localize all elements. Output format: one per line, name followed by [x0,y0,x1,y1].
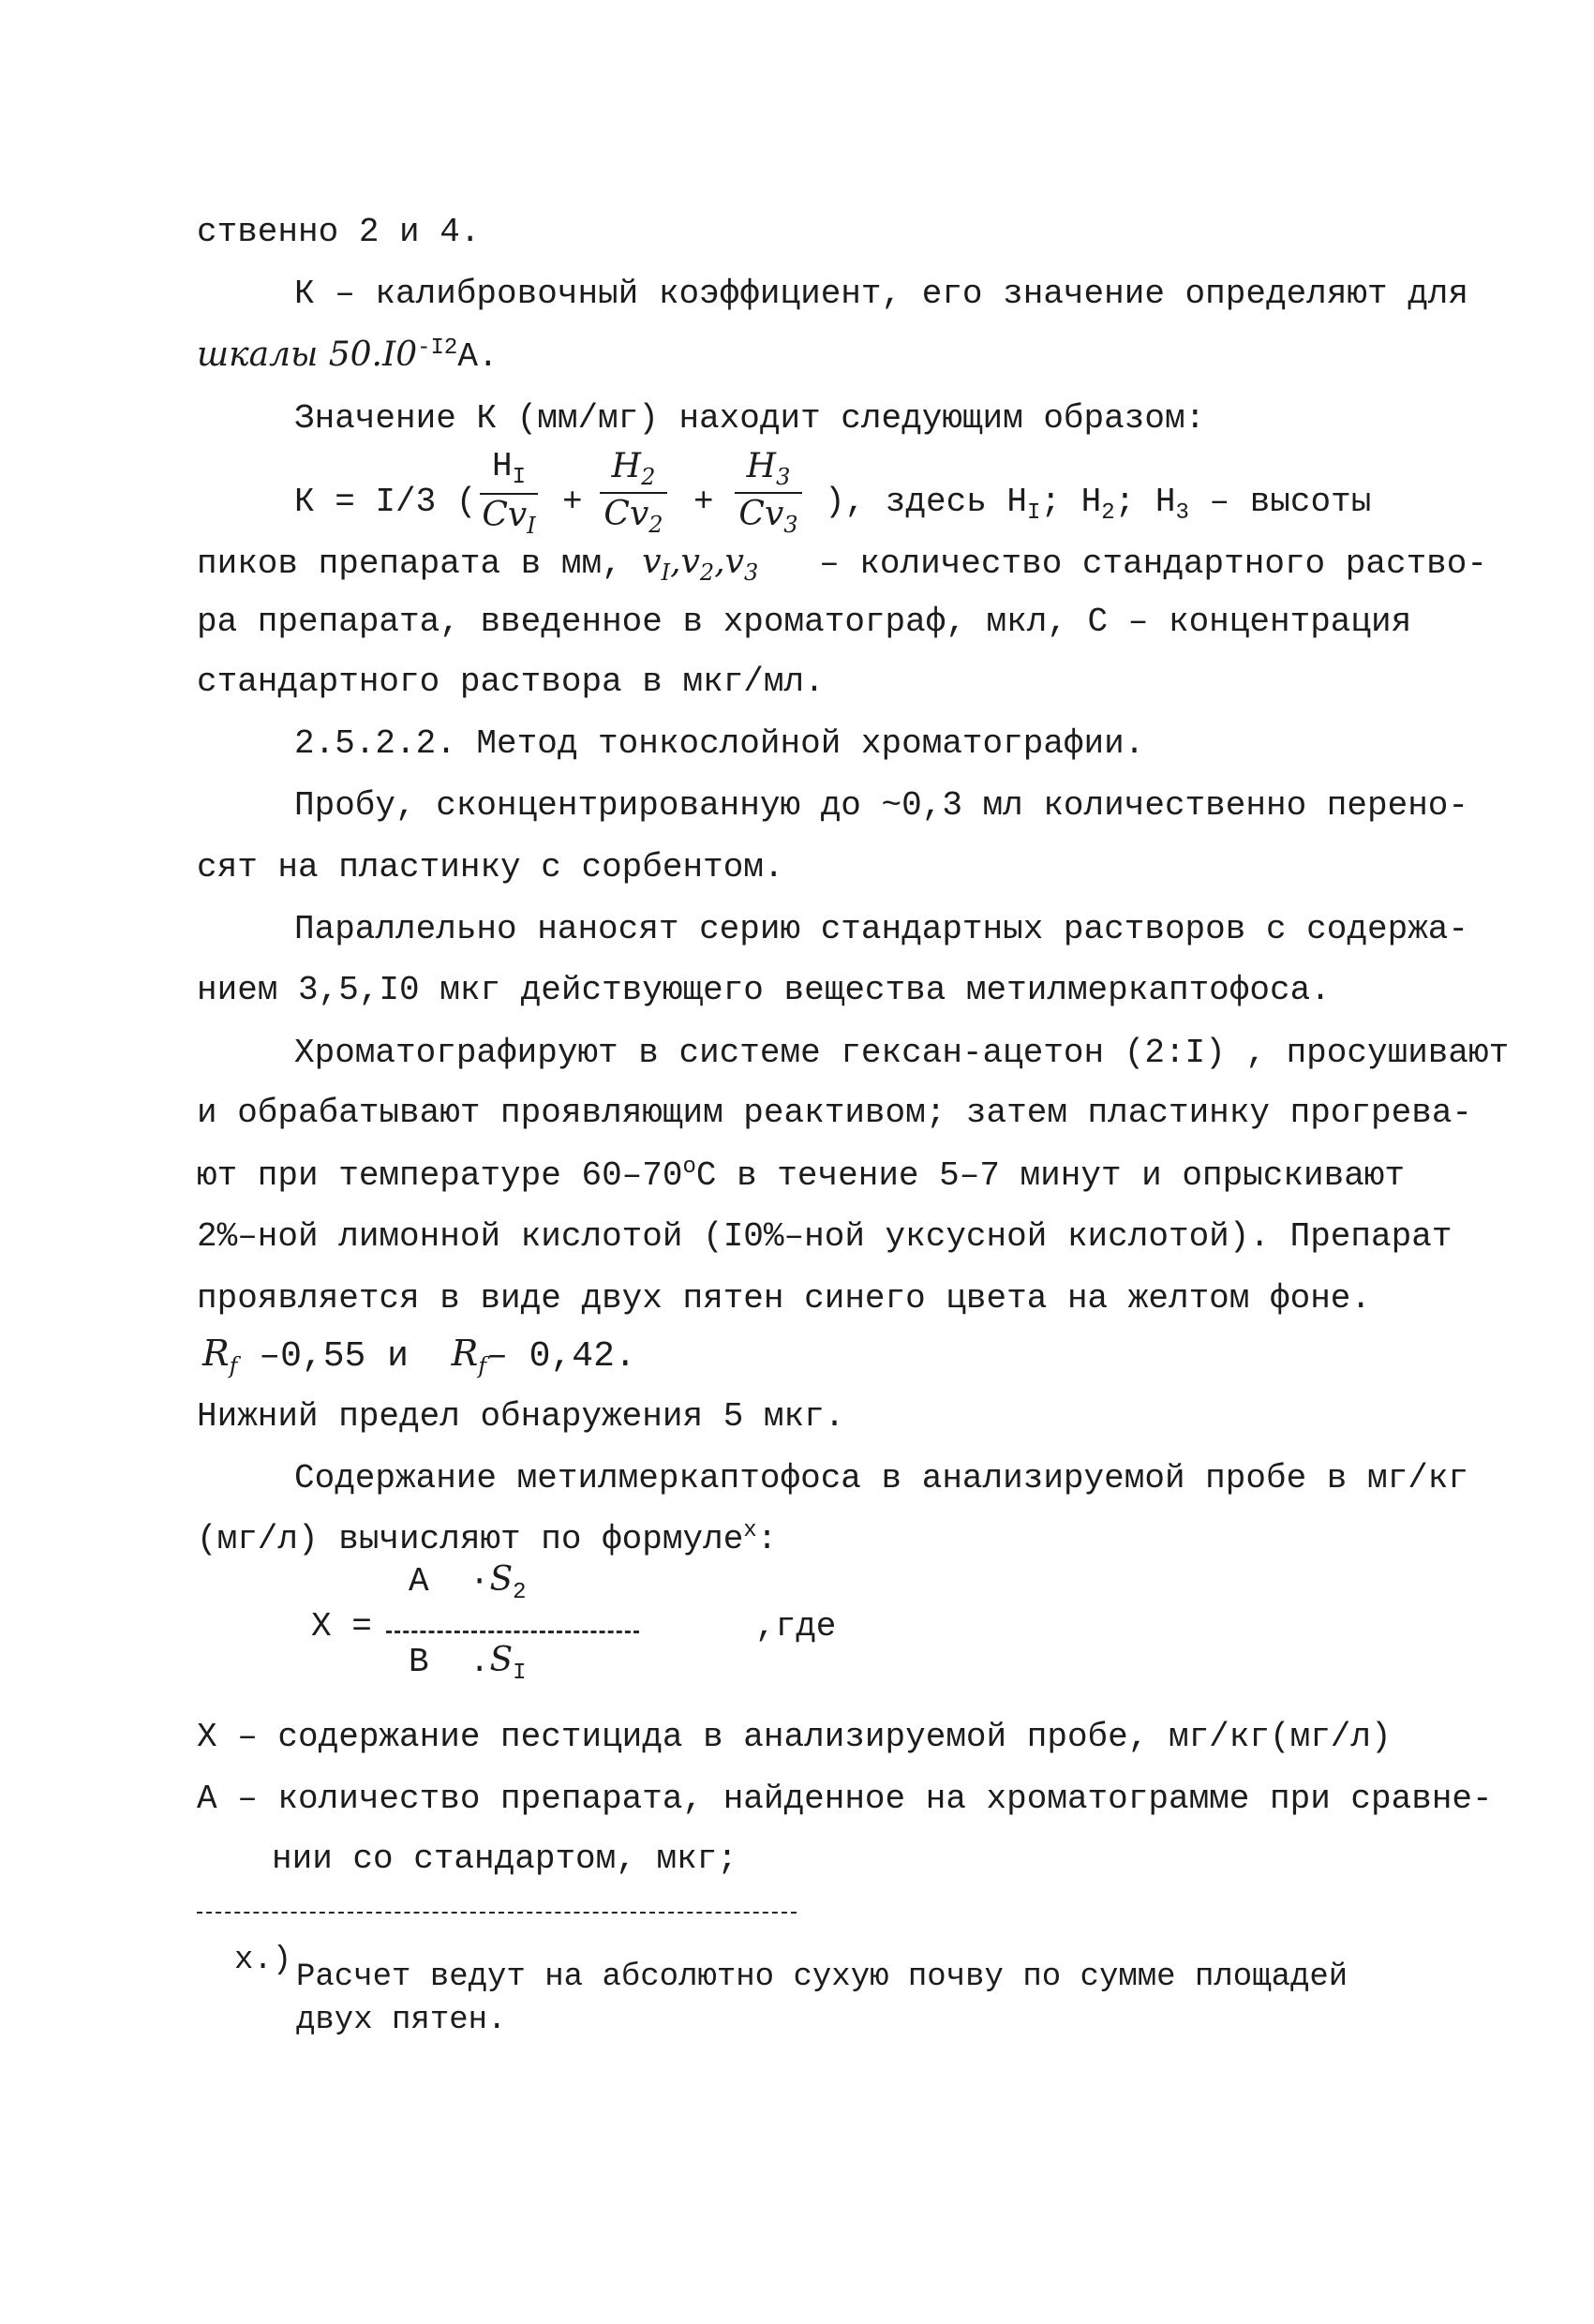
text-line: Содержание метилмеркаптофоса в анализируемой пробе в мг/кг [294,1459,1469,1497]
text-line: проявляется в виде двух пятен синего цвета на желтом фоне. [197,1279,1372,1318]
x-formula-lhs: Х = [311,1607,372,1646]
text-line: Х – содержание пестицида в анализируемой пробе, мг/кг(мг/л) [197,1718,1392,1756]
fraction-den: $Cv_I$ [482,495,536,539]
text-span: шкалы 50.I0 [197,335,418,374]
text-line: 2%–ной лимонной кислотой (I0%–ной уксусной кислотой). Препарат [197,1217,1452,1256]
text-line: К – калибровочный коэффициент, его значение определяют для [294,275,1469,313]
fraction-bar [480,493,538,495]
fraction-den: $Cv_2$ [603,494,663,538]
fraction-bar [735,492,802,494]
volume-symbols: $v_I,v_2,v_3$ [642,543,759,587]
fraction-num: $H_2$ [611,447,656,491]
text-span: А. [457,337,499,376]
fraction-bar [600,492,667,494]
text-line: Нижний предел обнаружения 5 мкг. [197,1397,845,1436]
fraction-bar [386,1631,639,1633]
text-line: пиков препарата в мм, $v_I,v_2,v_3$ – количество стандартного раство- [197,543,1487,587]
text-line: Параллельно наносят серию стандартных растворов с содержа- [294,910,1469,948]
rf-symbol: $R_f$ [202,1333,238,1379]
plus-sign: + [693,483,714,521]
section-heading: 2.5.2.2. Метод тонкослойной хроматографии. [294,724,1145,763]
fraction-num: $H_I$ [491,447,526,491]
text-line [197,335,499,377]
x-formula-numerator: $А \cdot S_2$ [409,1560,527,1606]
fraction-num: $H_3$ [746,447,791,491]
k-formula-rhs: ), здесь $H_I$; $H_2$; $H_3$ – высоты [825,483,1372,527]
k-formula-lhs: К = I/3 ( [294,483,477,521]
text-line: ра препарата, введенное в хроматограф, мкл, С – концентрация [197,603,1412,641]
superscript: -I2 [417,335,458,361]
footnote-text: двух пятен. [296,2003,507,2038]
text-line: А – количество препарата, найденное на хроматограмме при сравне- [197,1780,1493,1818]
text-line: нием 3,5,I0 мкг действующего вещества метилмеркаптофоса. [197,971,1331,1009]
text-line: сят на пластинку с сорбентом. [197,848,784,886]
text-line: ют при температуре 60–70$^o$С в течение 5–7 минут и опрыскивают [197,1155,1406,1195]
footnote-text: Расчет ведут на абсолютно сухую почву по сумме площадей [296,1959,1348,1995]
plus-sign: + [562,483,583,521]
text-line: Хроматографируют в системе гексан-ацетон (2:I) , просушивают [294,1034,1510,1072]
text-line: стандартного раствора в мкг/мл. [197,663,825,701]
text-line: ственно 2 и 4. [197,213,481,251]
fraction-den: $Cv_3$ [738,494,798,538]
footnote-divider [197,1912,797,1914]
rf-symbol: $R_f$ [451,1333,487,1379]
fraction-1 [480,448,538,538]
fraction-2 [600,448,667,537]
x-formula-where: ,где [755,1607,837,1646]
x-formula-denominator: В $.S_I$ [409,1641,527,1687]
fraction-3 [735,448,802,537]
text-line: и обрабатывают проявляющим реактивом; затем пластинку прогрева- [197,1094,1473,1132]
text-line: Значение К (мм/мг) находит следующим образом: [294,399,1206,438]
text-line: нии со стандартом, мкг; [272,1840,737,1878]
text-line: Пробу, сконцентрированную до ~0,3 мл количественно перено- [294,786,1469,825]
text-line: (мг/л) вычисляют по формуле$^х$: [197,1518,778,1558]
rf-values: $R_f$ –0,55 и $R_f-$ 0,42. [202,1333,636,1379]
footnote-mark: х.) [234,1943,292,1978]
